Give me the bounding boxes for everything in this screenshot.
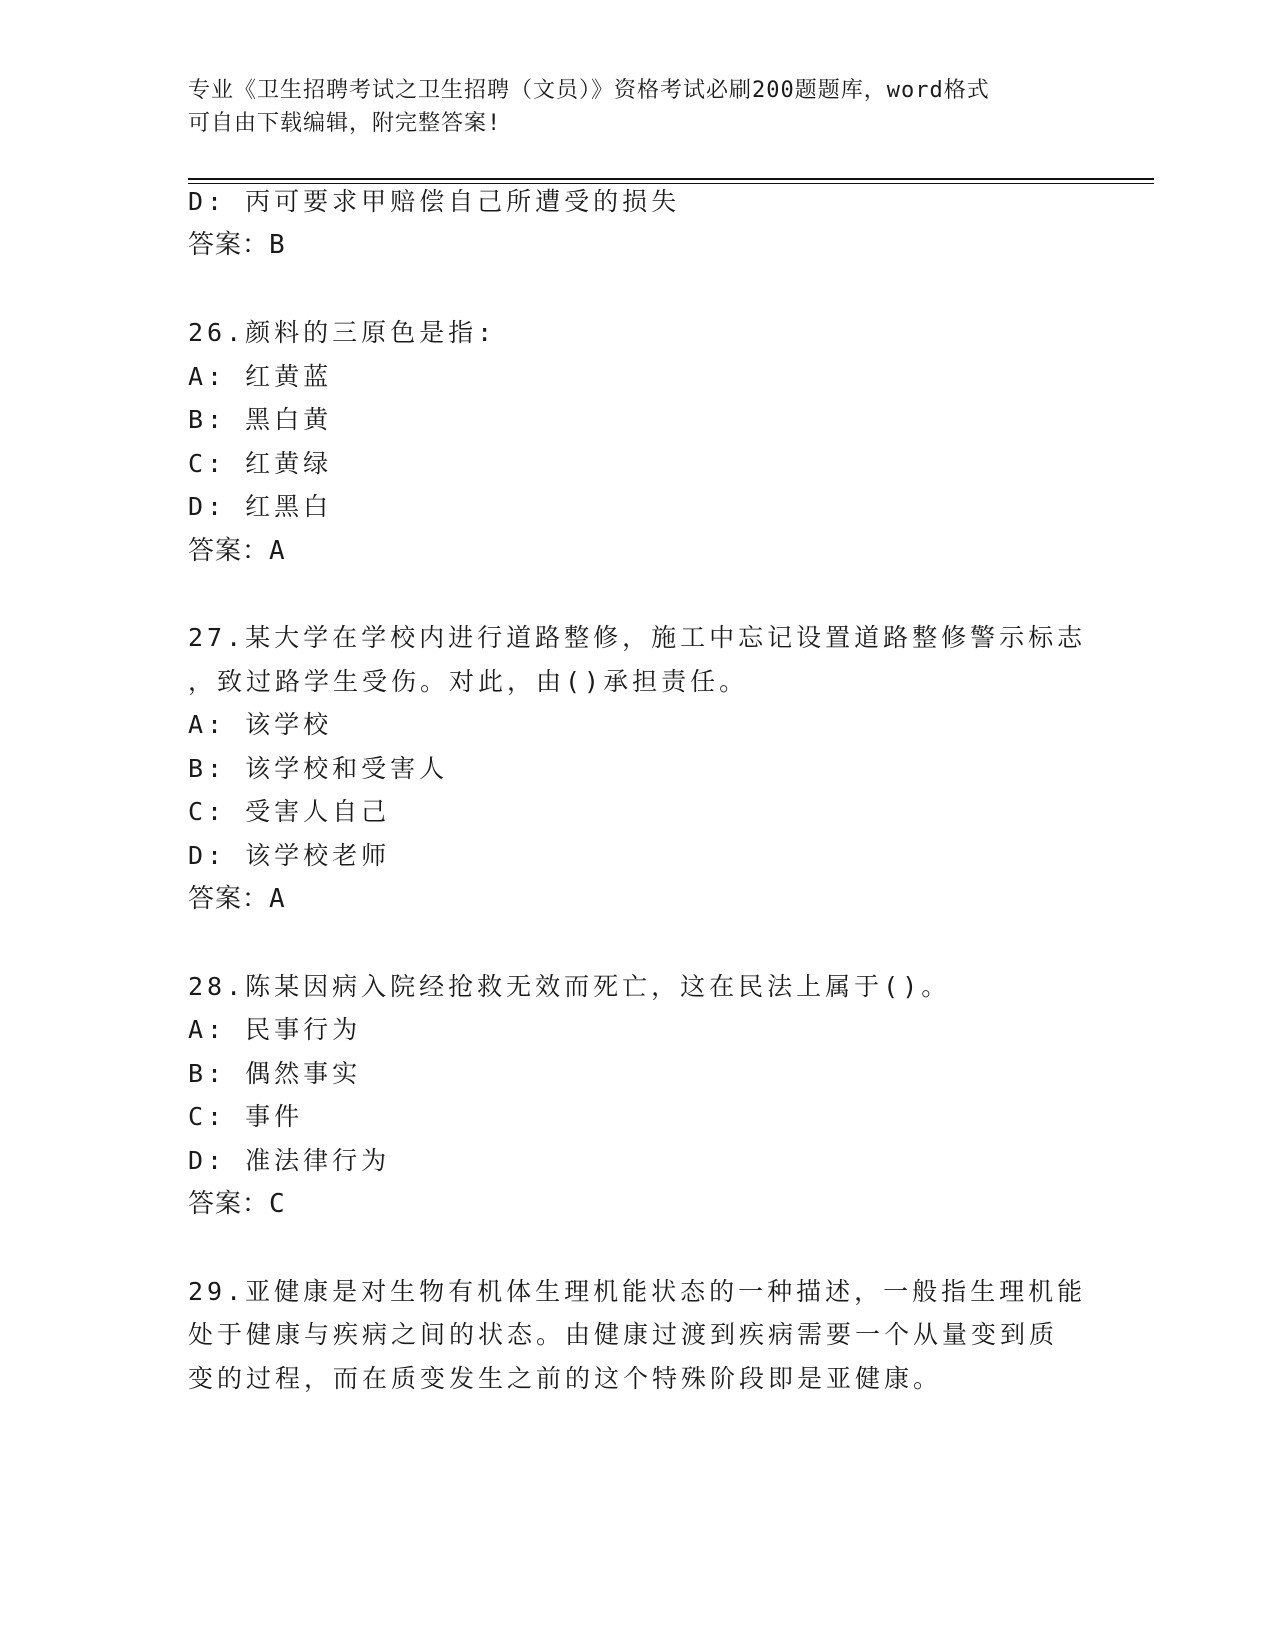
q28-answer	[188, 1187, 286, 1221]
answer-value: A	[269, 884, 286, 914]
q25-option-d: D: 丙可要求甲赔偿自己所遭受的损失	[188, 187, 681, 216]
q25-answer	[188, 228, 286, 262]
answer-label: 答案：	[188, 884, 270, 914]
q28-question: 28.陈某因病入院经抢救无效而死亡，这在民法上属于()。	[188, 972, 951, 1001]
q29-question-line-2: 处于健康与疾病之间的状态。由健康过渡到疾病需要一个从量变到质	[188, 1320, 1059, 1349]
q28-option-d: D: 准法律行为	[188, 1146, 391, 1175]
q27-answer	[188, 882, 286, 916]
q28-option-a: A: 民事行为	[188, 1015, 362, 1044]
q28-option-c: C: 事件	[188, 1102, 304, 1131]
q28-option-b: B: 偶然事实	[188, 1059, 362, 1088]
answer-value: B	[269, 230, 286, 260]
header-line-2: 可自由下载编辑，附完整答案!	[188, 111, 502, 136]
header-divider-thin	[188, 183, 1154, 184]
header-line-1: 专业《卫生招聘考试之卫生招聘（文员）》资格考试必刷200题题库，word格式	[188, 78, 990, 103]
answer-label: 答案：	[188, 230, 270, 260]
q27-option-a: A: 该学校	[188, 710, 333, 739]
q27-question-line-1: 27.某大学在学校内进行道路整修，施工中忘记设置道路整修警示标志	[188, 623, 1087, 652]
answer-label: 答案：	[188, 536, 270, 566]
q26-option-d: D: 红黑白	[188, 492, 333, 521]
q29-question-line-1: 29.亚健康是对生物有机体生理机能状态的一种描述，一般指生理机能	[188, 1277, 1087, 1306]
q26-question: 26.颜料的三原色是指:	[188, 318, 497, 347]
q29-question-line-3: 变的过程，而在质变发生之前的这个特殊阶段即是亚健康。	[188, 1364, 943, 1393]
answer-value: C	[269, 1189, 286, 1219]
q26-answer	[188, 534, 286, 568]
q27-option-c: C: 受害人自己	[188, 797, 391, 826]
header-divider-thick	[188, 178, 1154, 180]
answer-label: 答案：	[188, 1189, 270, 1219]
q26-option-b: B: 黑白黄	[188, 405, 333, 434]
page-header	[188, 74, 1088, 140]
q27-option-d: D: 该学校老师	[188, 841, 391, 870]
q27-question-line-2: ，致过路学生受伤。对此，由()承担责任。	[188, 667, 749, 696]
q26-option-c: C: 红黄绿	[188, 449, 333, 478]
q26-option-a: A: 红黄蓝	[188, 362, 333, 391]
answer-value: A	[269, 536, 286, 566]
q27-option-b: B: 该学校和受害人	[188, 754, 449, 783]
